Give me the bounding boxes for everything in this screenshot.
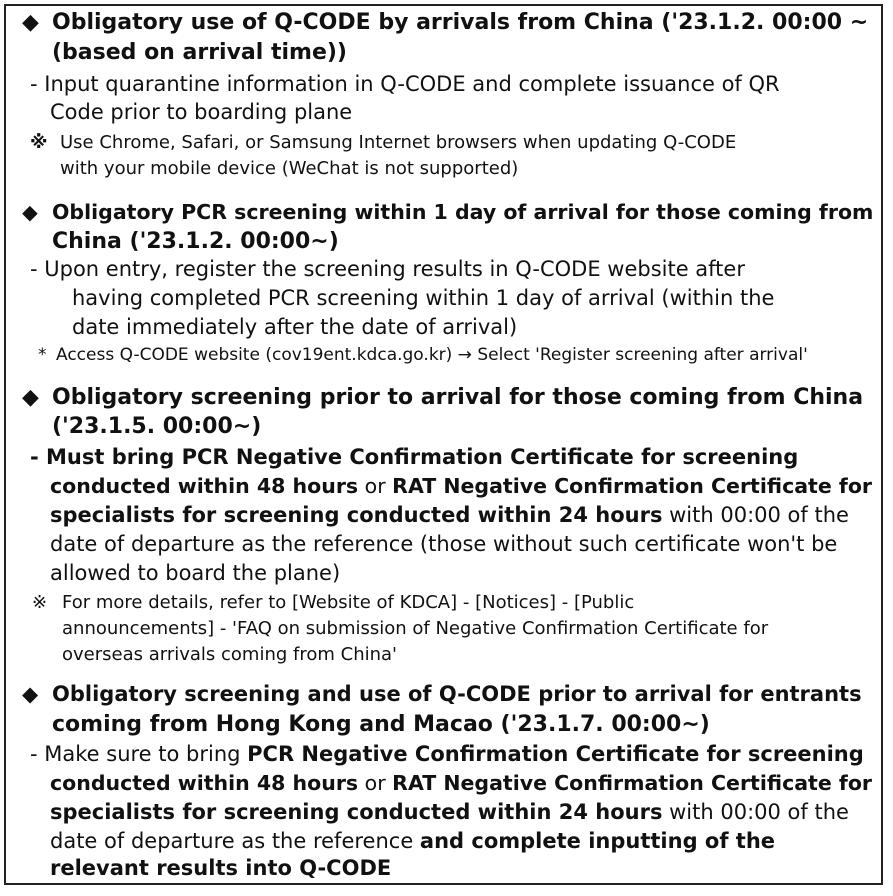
section-2-heading: ◆ Obligatory PCR screening within 1 day of arrival for those coming from — [22, 200, 874, 224]
diamond-bullet-icon: ◆ — [22, 682, 39, 706]
section-3-heading-cont: ('23.1.5. 00:00~) — [52, 414, 262, 439]
section-1-heading-cont: (based on arrival time)) — [52, 40, 347, 65]
reference-mark-icon: ※ — [32, 592, 48, 613]
section-1-bullet: - Input quarantine information in Q-CODE and complete issuance of QR — [30, 72, 780, 96]
section-3-bullet-cont: allowed to board the plane) — [50, 561, 341, 585]
reference-mark-icon: ※ — [30, 132, 48, 153]
section-3-bullet-cont: conducted within 48 hours or RAT Negative Confirmation Certificate for — [50, 474, 873, 498]
asterisk-mark-icon: * — [38, 345, 47, 365]
section-3-bullet: - Must bring PCR Negative Confirmation Certificate for screening — [30, 445, 799, 469]
section-4-bullet-cont: specialists for screening conducted within 24 hours with 00:00 of the — [50, 800, 849, 824]
section-3-note-cont: overseas arrivals coming from China' — [62, 644, 397, 665]
section-4-heading: ◆ Obligatory screening and use of Q-CODE prior to arrival for entrants — [22, 682, 862, 706]
section-4-bullet-cont: relevant results into Q-CODE — [50, 856, 392, 880]
section-4-heading-cont: coming from Hong Kong and Macao ('23.1.7. 00:00~) — [52, 712, 710, 737]
section-3-note-cont: announcements] - 'FAQ on submission of Negative Confirmation Certificate for — [62, 618, 769, 639]
section-3-bullet-cont: date of departure as the reference (those without such certificate won't be — [50, 532, 838, 556]
section-1-bullet-cont: Code prior to boarding plane — [50, 100, 353, 124]
section-2-heading-cont: China ('23.1.2. 00:00~) — [52, 229, 339, 254]
section-2-bullet-cont: having completed PCR screening within 1 day of arrival (within the — [72, 286, 775, 310]
section-3-heading: ◆ Obligatory screening prior to arrival for those coming from China — [22, 385, 864, 410]
section-3-bullet-cont: specialists for screening conducted within 24 hours with 00:00 of the — [50, 503, 849, 527]
section-1-note: ※ Use Chrome, Safari, or Samsung Internet browsers when updating Q-CODE — [30, 132, 737, 153]
section-1-heading: ◆ Obligatory use of Q-CODE by arrivals from China ('23.1.2. 00:00 ~ — [22, 10, 869, 35]
section-3-note: ※ For more details, refer to [Website of KDCA] - [Notices] - [Public — [32, 592, 635, 613]
section-2-note: * Access Q-CODE website (cov19ent.kdca.go.kr) → Select 'Register screening after arrival' — [38, 345, 808, 365]
section-2-bullet: - Upon entry, register the screening results in Q-CODE website after — [30, 257, 745, 281]
diamond-bullet-icon: ◆ — [22, 385, 39, 410]
section-2-bullet-cont: date immediately after the date of arrival) — [72, 315, 518, 339]
section-4-bullet-cont: date of departure as the reference and complete inputting of the — [50, 829, 776, 853]
section-1-note-cont: with your mobile device (WeChat is not supported) — [60, 158, 519, 179]
section-4-bullet-cont: conducted within 48 hours or RAT Negative Confirmation Certificate for — [50, 771, 873, 795]
diamond-bullet-icon: ◆ — [22, 200, 38, 224]
diamond-bullet-icon: ◆ — [22, 10, 39, 35]
section-4-bullet: - Make sure to bring PCR Negative Confirmation Certificate for screening — [30, 742, 864, 766]
